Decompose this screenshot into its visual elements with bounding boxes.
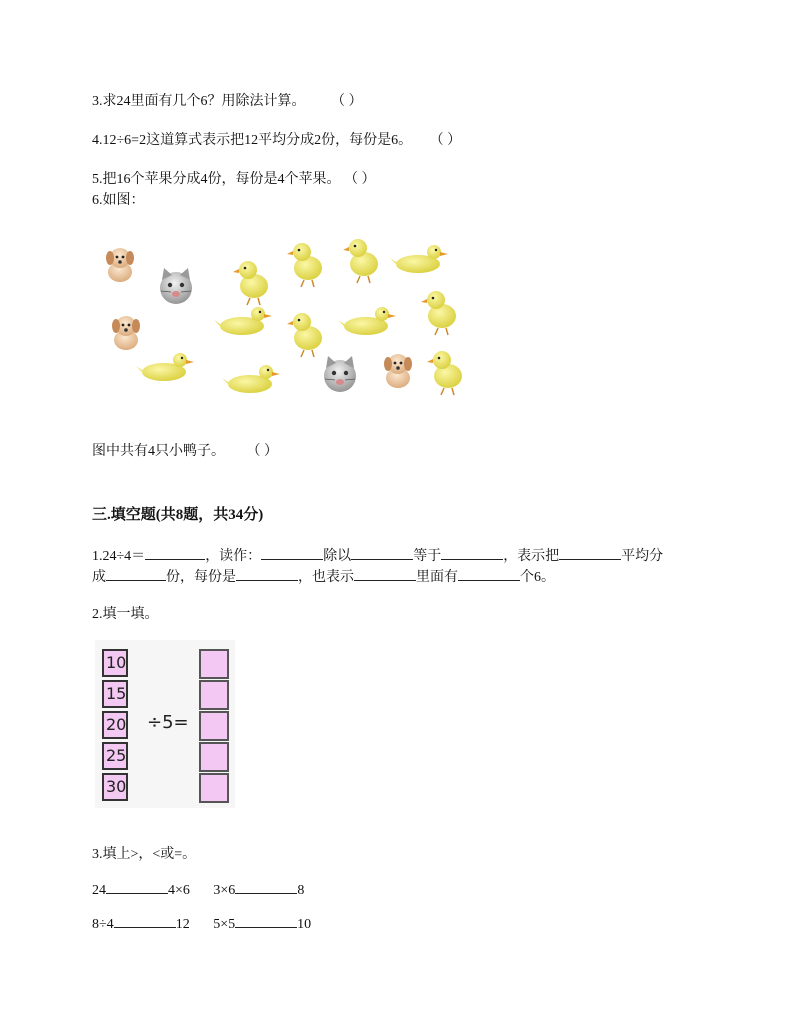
fill-2-title: 2.填一填。 [92, 607, 159, 622]
duckling-icon [222, 365, 280, 393]
compare-row-2 [92, 913, 311, 935]
grid-answer-cell[interactable] [199, 680, 229, 710]
fill-1-divide-by: 除以 [323, 549, 352, 564]
question-5-text: 5.把16个苹果分成4份，每份是4个苹果。 [92, 172, 341, 187]
cat-icon [160, 268, 192, 304]
fill-1-line-2 [92, 566, 555, 588]
question-6-text: 6.如图： [92, 193, 145, 208]
fill-1-even-split: 平均分 [621, 549, 664, 564]
fill-1-means: ，表示把 [503, 549, 560, 564]
compare-blank[interactable] [235, 913, 297, 928]
grid-operator: ÷5= [147, 712, 189, 733]
fill-1-line2-start: 成 [92, 570, 106, 585]
question-4 [92, 131, 461, 151]
question-5-paren: （ ） [344, 172, 376, 187]
cat-icon [324, 356, 356, 392]
question-6-statement-paren: （ ） [246, 444, 278, 459]
duckling-icon [390, 245, 448, 273]
chick-icon [233, 261, 268, 305]
question-3-text: 3.求24里面有几个6？用除法计算。 [92, 94, 306, 109]
compare-left: 3×6 [213, 883, 236, 898]
compare-blank[interactable] [106, 879, 168, 894]
animal-picture [96, 228, 476, 403]
duckling-icon [214, 307, 272, 335]
compare-right: 10 [297, 917, 312, 932]
compare-row-1 [92, 879, 304, 901]
fill-1-blank-result[interactable] [441, 545, 503, 560]
fill-1-blank-whole[interactable] [354, 566, 416, 581]
chick-icon [427, 351, 462, 395]
question-6-statement-text: 图中共有4只小鸭子。 [92, 444, 225, 459]
chick-icon [287, 313, 322, 357]
fill-1-parts: 份，每份是 [166, 570, 236, 585]
fill-1-blank-each[interactable] [236, 566, 298, 581]
fill-1-start: 1.24÷4＝ [92, 549, 146, 564]
fill-1-contains: 里面有 [416, 570, 458, 585]
chick-icon [287, 243, 322, 287]
grid-number-cell: 25 [102, 742, 128, 770]
question-5 [92, 170, 376, 190]
grid-answer-cell[interactable] [199, 742, 229, 772]
chick-icon [343, 239, 378, 283]
fill-1-blank-total[interactable] [559, 545, 621, 560]
grid-answer-cell[interactable] [199, 711, 229, 741]
duckling-icon [136, 353, 194, 381]
fill-1-line-1 [92, 545, 663, 567]
puppy-icon [112, 316, 140, 350]
question-6-statement [92, 442, 278, 462]
grid-answer-cell[interactable] [199, 649, 229, 679]
compare-right: 12 [175, 917, 190, 932]
section-3-title: 三.填空题(共8题，共34分) [92, 507, 264, 523]
grid-answer-cell[interactable] [199, 773, 229, 803]
grid-number-cell: 15 [102, 680, 128, 708]
compare-blank[interactable] [235, 879, 297, 894]
fill-1-count-six: 个6。 [520, 570, 555, 585]
grid-number-cell: 30 [102, 773, 128, 801]
fill-1-blank-quotient[interactable] [145, 545, 205, 560]
fill-1-also-means: ，也表示 [298, 570, 354, 585]
duckling-icon [338, 307, 396, 335]
chick-icon [421, 291, 456, 335]
question-6 [92, 191, 145, 211]
fill-1-blank-dividend[interactable] [261, 545, 323, 560]
compare-blank[interactable] [114, 913, 176, 928]
fill-1-read-label: ，读作： [205, 549, 262, 564]
puppy-icon [106, 248, 134, 282]
fill-2-grid [95, 640, 235, 808]
question-3 [92, 92, 363, 112]
fill-3-title: 3.填上>，<或=。 [92, 847, 197, 862]
question-4-text: 4.12÷6=2这道算式表示把12平均分成2份，每份是6。 [92, 133, 413, 148]
question-3-paren: （ ） [331, 94, 363, 109]
grid-number-cell: 10 [102, 649, 128, 677]
puppy-icon [384, 354, 412, 388]
compare-right: 4×6 [168, 883, 190, 898]
fill-1-blank-parts[interactable] [106, 566, 166, 581]
question-4-paren: （ ） [429, 133, 462, 148]
compare-left: 5×5 [213, 917, 236, 932]
grid-number-cell: 20 [102, 711, 128, 739]
compare-left: 8÷4 [92, 917, 114, 932]
fill-1-equals: 等于 [413, 549, 442, 564]
fill-1-blank-divisor[interactable] [351, 545, 413, 560]
compare-right: 8 [297, 883, 305, 898]
fill-1-blank-count[interactable] [458, 566, 520, 581]
compare-left: 24 [92, 883, 106, 898]
